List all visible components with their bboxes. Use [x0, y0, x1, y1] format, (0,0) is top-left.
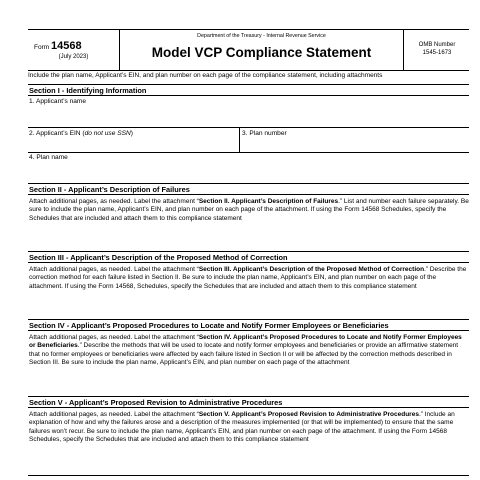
text-part: .” Describe the methods that will be used to locate and notify former employees and beneficiaries or provide an affirmative statement that no former employees or beneficiaries were affected by each failure listed in Section II or will be affected by the correction methods described in Section III. Be sure to include the plan name, Applicant’s EIN, and plan number on each page of the attachment	[29, 342, 459, 367]
section-3-text	[29, 266, 469, 291]
section-1-heading: Section I - Identifying Information	[28, 84, 469, 96]
section-5-text	[29, 411, 469, 445]
title-box	[120, 30, 403, 70]
ein-label-prefix: 2. Applicant’s EIN (	[29, 130, 85, 137]
form-title: Model VCP Compliance Statement	[151, 45, 372, 60]
section-4-heading: Section IV - Applicant’s Proposed Procedures to Locate and Notify Former Employees or Beneficiaries	[28, 319, 469, 331]
ein-label-suffix: )	[130, 130, 133, 137]
section-3-heading: Section III - Applicant’s Description of the Proposed Method of Correction	[28, 251, 469, 263]
ein-label-note: do not use SSN	[84, 130, 131, 137]
divider	[239, 127, 240, 152]
text-part: Attach additional pages, as needed. Label the attachment “	[29, 266, 199, 273]
text-part: Attach additional pages, as needed. Label the attachment “	[29, 334, 199, 341]
text-part: Attach additional pages, as needed. Label the attachment “	[29, 198, 199, 205]
omb-box	[403, 30, 470, 70]
text-part: .” List and number each failure separately. Be sure to include the plan name, Applicant’s EIN, and plan number on each page of the attachment. If using the Form 14568 Schedules, specify the Schedules that are included and attach them to this compliance statement	[29, 198, 469, 222]
section-5-heading: Section V - Applicant’s Proposed Revision to Administrative Procedures	[28, 396, 469, 408]
applicant-ein-label	[29, 130, 133, 137]
section-4-text	[29, 334, 469, 368]
applicant-name-label: 1. Applicant’s name	[29, 98, 87, 105]
text-bold-part: Section III. Applicant’s Description of the Proposed Method of Correction	[198, 266, 425, 273]
general-instruction: Include the plan name, Applicant’s EIN, and plan number on each page of the compliance statement, including attachments	[28, 72, 383, 79]
department-name: Department of the Treasury - Internal Revenue Service	[197, 33, 326, 39]
text-bold-part: Section V. Applicant’s Proposed Revision to Administrative Procedures	[198, 411, 419, 418]
text-part: .” Include an explanation of how and why the failures arose and a description of the measures implemented (or that will be implemented) to ensure that the same failures won’t recur. Be sure to include the plan name, Applicant’s EIN, and plan number on each page of the attachment. If using the Form 14568 Schedules, specify the Schedules that are included and attach them to this compliance statement	[29, 411, 455, 444]
text-bold-part: Section II. Applicant’s Description of Failures	[198, 198, 339, 205]
form-header	[28, 29, 469, 71]
form-number: 14568	[50, 40, 82, 52]
form-date: (July 2023)	[58, 54, 89, 60]
divider	[28, 152, 469, 153]
divider	[28, 475, 469, 476]
plan-number-label: 3. Plan number	[242, 130, 287, 137]
text-bold-part: Section IV. Applicant’s Proposed Procedures to Locate and Notify Former Employees or Beneficiaries	[29, 334, 462, 350]
divider	[28, 127, 469, 128]
text-part: .” Describe the correction method for each failure listed in Section II. Be sure to include the plan name, Applicant’s EIN, and plan number on each page of the attachment. If using the Form 14568, Schedules, specify the Schedules that are included and attach them to this compliance statement	[29, 266, 467, 290]
section-2-text	[29, 198, 469, 223]
plan-name-label: 4. Plan name	[29, 154, 68, 161]
text-part: Attach additional pages, as needed. Label the attachment “	[29, 411, 199, 418]
omb-number: 1545-1673	[422, 50, 452, 56]
form-word: Form	[34, 44, 50, 51]
form-id-box	[28, 30, 120, 70]
omb-label: OMB Number	[418, 42, 456, 48]
section-2-heading: Section II - Applicant’s Description of Failures	[28, 183, 469, 195]
form-number-line	[34, 40, 82, 52]
